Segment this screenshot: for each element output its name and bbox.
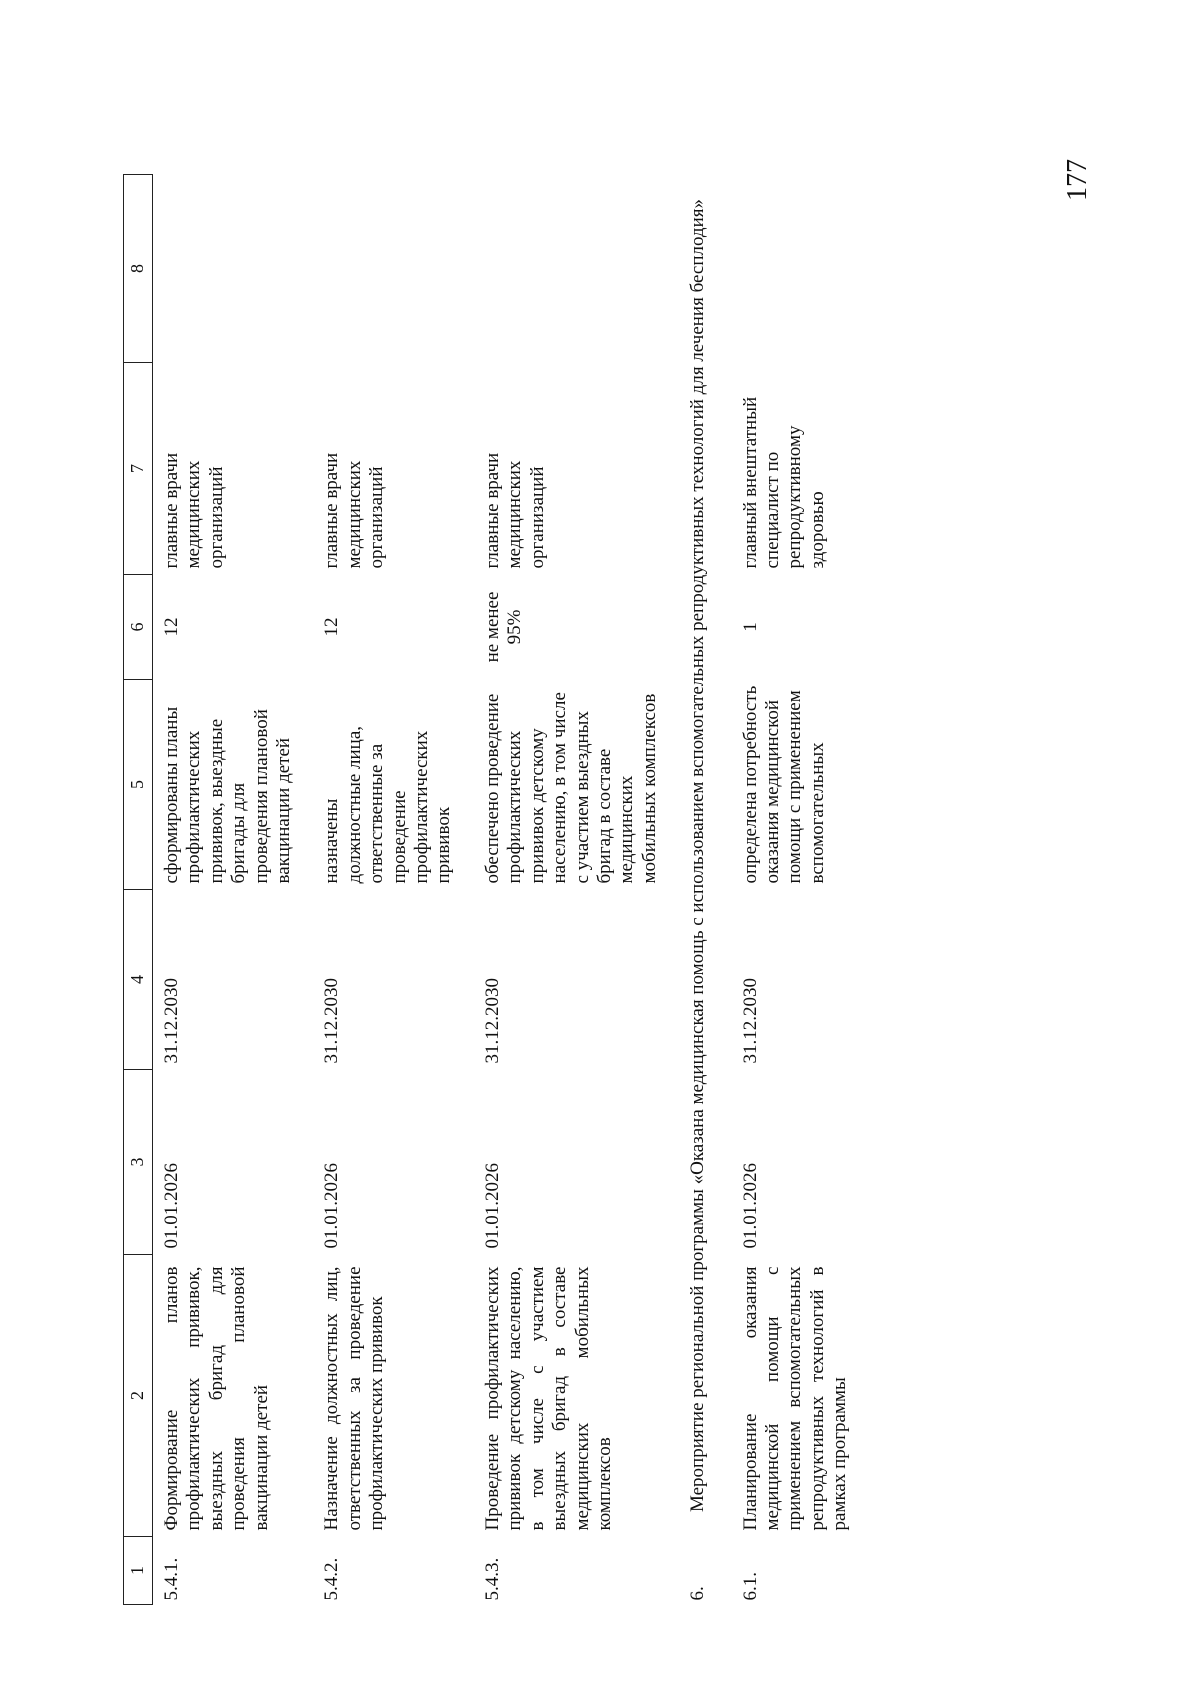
header-col-2: 2 [124,1255,153,1537]
table-row [153,175,314,1605]
header-col-4: 4 [124,890,153,1070]
row-number: 5.4.3. [481,1557,503,1601]
row-number: 5.4.2. [321,1557,343,1601]
start-date: 01.01.2026 [321,1163,343,1249]
table-header [124,175,153,1605]
row-number: 5.4.1. [161,1557,182,1601]
header-col-1: 1 [124,1537,153,1605]
result-description: обеспечено проведение профилактических прививок детскому населению, в том числе с участием выездных бригад в составе медицинских мобильных комплексов [481,692,660,884]
end-date: 31.12.2030 [161,978,182,1064]
indicator-value: не менее 95% [481,591,526,663]
measure-name: Назначение должностных лиц, ответственных за проведение профилактических прививок [321,1266,388,1531]
measures-table [123,174,870,1605]
rotated-page-content [75,33,1125,1663]
col8-cell [732,175,870,363]
header-col-6: 6 [124,575,153,680]
col8-cell [474,175,679,363]
result-description: сформированы планы профилактических прививок, выездные бригады для проведения плановой вакцинации детей [161,706,295,884]
responsible-party: главные врачи медицинских организаций [481,452,548,569]
measure-name: Проведение профилактических прививок детскому населению, в том числе с участием выездных бригад в составе медицинских мобильных комплексов [481,1266,615,1531]
section-title: Мероприятие региональной программы «Оказана медицинская помощь с использованием вспомогательных репродуктивных технологий для лечения бесплодия» [687,198,709,1513]
row-number: 6.1. [739,1572,761,1601]
col8-cell [313,175,473,363]
section-number: 6. [687,1586,709,1601]
indicator-value: 12 [321,617,343,637]
page-number: 177 [1062,159,1093,201]
header-col-8: 8 [124,175,153,363]
responsible-party: главный внештатный специалист по репродуктивному здоровью [739,396,828,569]
indicator-value: 12 [161,617,182,637]
header-col-7: 7 [124,363,153,575]
responsible-party: главные врачи медицинских организаций [161,452,227,569]
result-description: назначены должностные лица, ответственные за проведение профилактических прививок [321,725,455,884]
start-date: 01.01.2026 [161,1163,182,1249]
responsible-party: главные врачи медицинских организаций [321,452,388,569]
table-row [313,175,473,1605]
start-date: 01.01.2026 [739,1163,761,1249]
result-description: определена потребность оказания медицинской помощи с применением вспомогательных [739,685,828,884]
start-date: 01.01.2026 [481,1163,503,1249]
end-date: 31.12.2030 [739,978,761,1064]
end-date: 31.12.2030 [321,978,343,1064]
measure-name: Формирование планов профилактических прививок, выездных бригад для проведения плановой вакцинации детей [161,1266,272,1531]
measure-name: Планирование оказания медицинской помощи с применением вспомогательных репродуктивных технологий в рамках программы [739,1266,851,1531]
indicator-value: 1 [739,622,761,632]
end-date: 31.12.2030 [481,978,503,1064]
header-col-3: 3 [124,1070,153,1255]
table-row [474,175,679,1605]
col8-cell [153,175,314,363]
table-row [732,175,870,1605]
header-col-5: 5 [124,680,153,890]
section-row [679,175,731,1605]
